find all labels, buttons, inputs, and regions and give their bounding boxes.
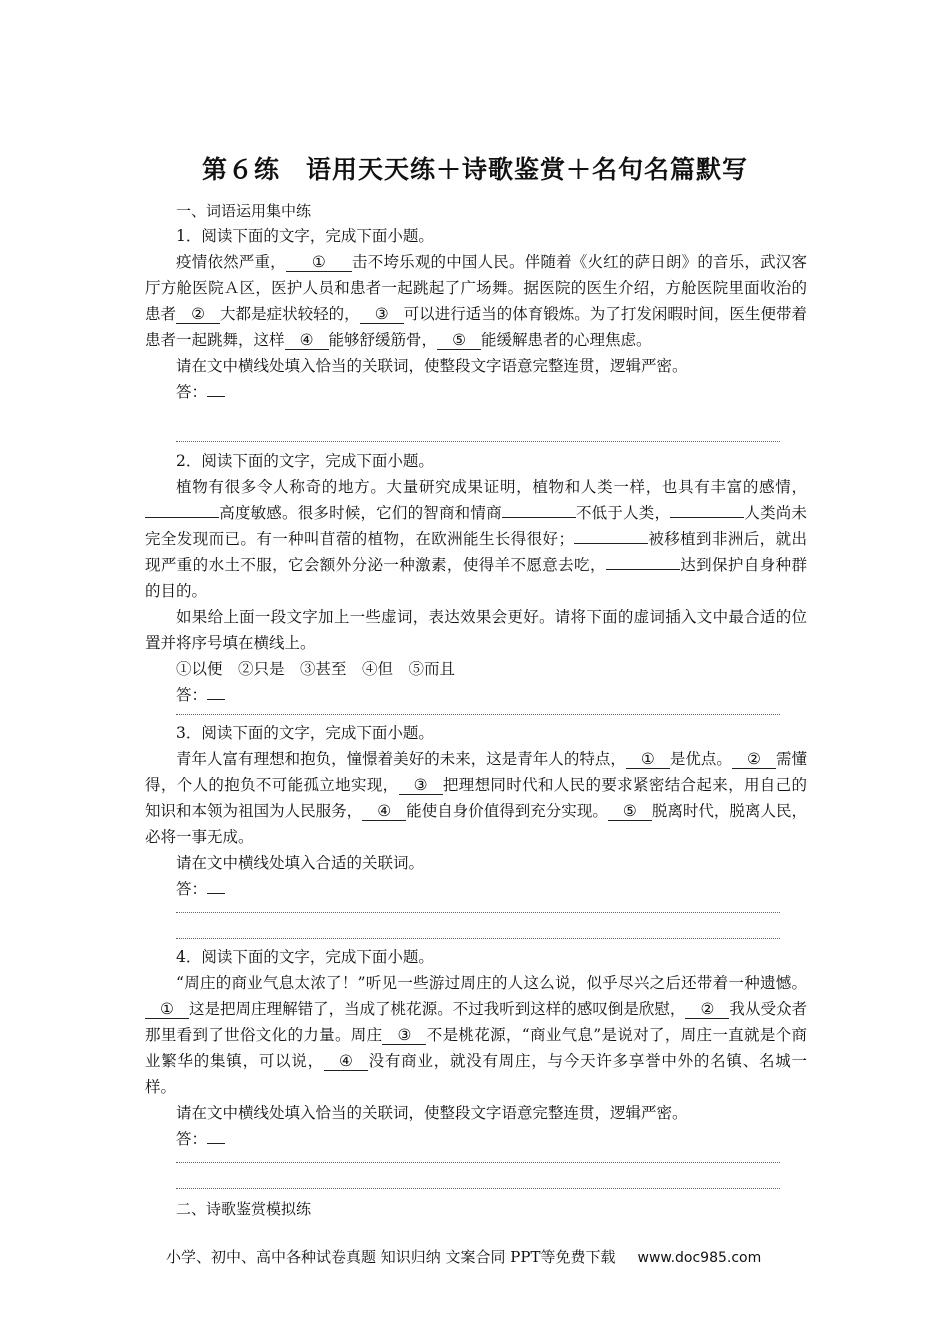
blank: ① <box>286 253 352 272</box>
answer-blank[interactable] <box>207 879 225 894</box>
question-1 <box>145 223 807 405</box>
question-instruction: 请在文中横线处填入恰当的关联词，使整段文字语意完整连贯，逻辑严密。 <box>176 357 688 375</box>
answer-rule <box>176 912 780 913</box>
footer-site-link[interactable]: www.doc985.com <box>637 1250 762 1266</box>
question-stem: 1．阅读下面的文字，完成下面小题。 <box>176 227 434 245</box>
blank: ② <box>176 305 220 324</box>
answer-rule <box>176 1162 780 1163</box>
question-instruction: 请在文中横线处填入合适的关联词。 <box>176 854 425 872</box>
question-passage: 植物有很多令人称奇的地方。大量研究成果证明，植物和人类一样，也具有丰富的感情，高度敏感。很多时候，它们的智商和情商 不低于人类， 人类尚未完全发现而已。有一种叫苜蓿的植物，在欧洲能生长得很好； 被移植到非洲后，就出现严重的水土不服，它会额外分泌一种激素，使得羊不愿意去吃， 达到保护自身种群的目的。 <box>145 478 807 600</box>
blank <box>574 543 648 544</box>
answer-line: 答： <box>145 682 807 708</box>
question-4 <box>145 944 807 1152</box>
blank: ③ <box>360 305 404 324</box>
answer-rule <box>176 938 780 939</box>
blank <box>606 569 680 570</box>
answer-blank[interactable] <box>207 1129 225 1144</box>
blank: ① <box>145 1000 189 1019</box>
question-instruction: 如果给上面一段文字加上一些虚词，表达效果会更好。请将下面的虚词插入文中最合适的位置并将序号填在横线上。 <box>145 608 807 652</box>
footer <box>166 1246 761 1267</box>
question-3 <box>145 720 807 902</box>
blank: ④ <box>285 331 329 350</box>
answer-rule <box>176 1188 780 1189</box>
blank: ④ <box>362 802 406 821</box>
blank: ② <box>732 750 776 769</box>
blank: ③ <box>382 1026 426 1045</box>
answer-rule <box>176 441 780 442</box>
blank <box>502 517 576 518</box>
blank: ⑤ <box>608 802 652 821</box>
section-heading-1: 一、词语运用集中练 <box>176 202 312 220</box>
question-passage: 青年人富有理想和抱负，憧憬着美好的未来，这是青年人的特点， ① 是优点。 ② 需懂得，个人的抱负不可能孤立地实现， ③ 把理想同时代和人民的要求紧密结合起来，用自己的知识和本领为祖国为人民服务， ④ 能使自身价值得到充分实现。 ⑤ 脱离时代，脱离人民，必将一事无成。 <box>145 750 807 846</box>
blank: ① <box>626 750 670 769</box>
section-heading-2: 二、诗歌鉴赏模拟练 <box>176 1200 312 1218</box>
blank: ④ <box>324 1052 368 1071</box>
question-instruction: 请在文中横线处填入恰当的关联词，使整段文字语意完整连贯，逻辑严密。 <box>176 1104 688 1122</box>
question-passage: 疫情依然严重， ① 击不垮乐观的中国人民。伴随着《火红的萨日朗》的音乐，武汉客厅方舱医院Ａ区，医护人员和患者一起跳起了广场舞。据医院的医生介绍，方舱医院里面收治的患者 ② 大都是症状较轻的， ③ 可以进行适当的体育锻炼。为了打发闲暇时间，医生便带着患者一起跳舞，这样 ④ 能够舒缓筋骨， ⑤ 能缓解患者的心理焦虑。 <box>145 253 807 349</box>
question-passage: “周庄的商业气息太浓了！”听见一些游过周庄的人这么说，似乎尽兴之后还带着一种遗憾。① 这是把周庄理解错了，当成了桃花源。不过我听到这样的感叹倒是欣慰， ② 我从受众者那里看到了世俗文化的力量。周庄 ③ 不是桃花源，“商业气息”是说对了，周庄一直就是个商业繁华的集镇，可以说， ④ 没有商业，就没有周庄，与今天许多享誉中外的名镇、名城一样。 <box>145 974 807 1096</box>
question-stem: 2．阅读下面的文字，完成下面小题。 <box>176 452 434 470</box>
blank: ② <box>685 1000 729 1019</box>
footer-text: 小学、初中、高中各种试卷真题 知识归纳 文案合同 PPT等免费下载 <box>166 1248 616 1266</box>
question-2 <box>145 448 807 708</box>
question-stem: 4．阅读下面的文字，完成下面小题。 <box>176 948 434 966</box>
blank <box>670 517 744 518</box>
page-title: 第６练 语用天天练＋诗歌鉴赏＋名句名篇默写 <box>201 155 749 184</box>
blank: ⑤ <box>437 331 481 350</box>
answer-blank[interactable] <box>207 382 225 397</box>
options: ①以便 ②只是 ③甚至 ④但 ⑤而且 <box>176 660 456 678</box>
question-stem: 3．阅读下面的文字，完成下面小题。 <box>176 724 434 742</box>
answer-line: 答： <box>145 379 807 405</box>
answer-rule <box>176 714 780 715</box>
blank <box>145 517 219 518</box>
blank: ③ <box>399 776 443 795</box>
answer-line: 答： <box>145 876 807 902</box>
answer-line: 答： <box>145 1126 807 1152</box>
answer-blank[interactable] <box>207 685 225 700</box>
